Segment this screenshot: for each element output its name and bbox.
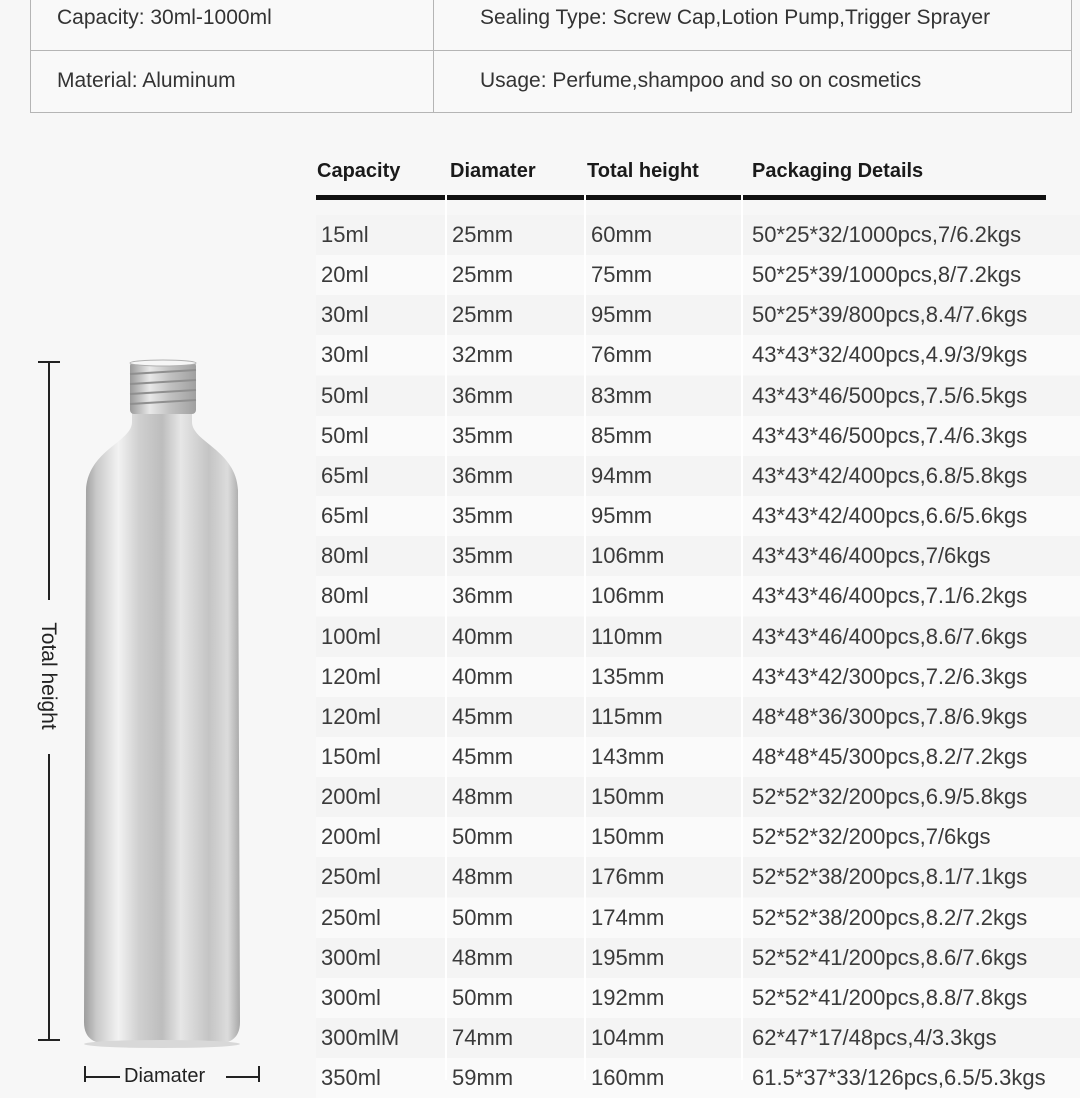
total-height-cell: 85mm (591, 422, 653, 448)
packaging-cell: 48*48*45/300pcs,8.2/7.2kgs (752, 743, 1028, 769)
capacity-cell: 250ml (321, 864, 381, 890)
table-row (316, 777, 1080, 817)
capacity-cell: 120ml (321, 703, 381, 729)
capacity-cell: 20ml (321, 262, 369, 288)
packaging-cell: 52*52*41/200pcs,8.8/7.8kgs (752, 984, 1028, 1010)
column-separator (741, 195, 743, 1080)
capacity-cell: 150ml (321, 743, 381, 769)
aluminum-bottle-image (70, 350, 270, 1050)
spec-material: Material: Aluminum (57, 69, 236, 92)
capacity-cell: 30ml (321, 302, 369, 328)
spec-divider (433, 0, 434, 112)
diameter-cell: 25mm (452, 262, 514, 288)
column-header-packaging-details: Packaging Details (752, 160, 924, 182)
packaging-cell: 52*52*41/200pcs,8.6/7.6kgs (752, 944, 1028, 970)
table-row (316, 576, 1080, 616)
total-height-cell: 174mm (591, 904, 665, 930)
table-row (316, 657, 1080, 697)
spec-capacity: Capacity: 30ml-1000ml (57, 6, 272, 29)
spec-sealing-type: Sealing Type: Screw Cap,Lotion Pump,Trigger Sprayer (480, 6, 991, 29)
diameter-cell: 36mm (452, 583, 514, 609)
diameter-cell: 48mm (452, 784, 514, 810)
packaging-cell: 52*52*32/200pcs,7/6kgs (752, 824, 991, 850)
table-row (316, 416, 1080, 456)
packaging-cell: 43*43*42/300pcs,7.2/6.3kgs (752, 663, 1028, 689)
packaging-cell: 43*43*46/400pcs,8.6/7.6kgs (752, 623, 1028, 649)
diameter-cell: 35mm (452, 422, 514, 448)
diameter-cell: 45mm (452, 703, 514, 729)
table-row (316, 898, 1080, 938)
packaging-cell: 43*43*46/400pcs,7/6kgs (752, 543, 991, 569)
table-row (316, 255, 1080, 295)
diameter-cell: 40mm (452, 623, 514, 649)
diameter-cell: 35mm (452, 543, 514, 569)
total-height-cell: 60mm (591, 222, 653, 247)
diameter-cell: 40mm (452, 663, 514, 689)
capacity-cell: 65ml (321, 503, 369, 529)
spec-usage: Usage: Perfume,shampoo and so on cosmetics (480, 69, 922, 92)
column-header-total-height: Total height (587, 160, 699, 182)
total-height-cell: 192mm (591, 984, 665, 1010)
capacity-cell: 65ml (321, 462, 369, 488)
diameter-cell: 25mm (452, 302, 514, 328)
table-row (316, 1058, 1080, 1098)
table-row (316, 295, 1080, 335)
capacity-cell: 250ml (321, 904, 381, 930)
table-row (316, 536, 1080, 576)
column-header-diameter: Diamater (450, 160, 536, 182)
table-row (316, 1018, 1080, 1058)
total-height-cell: 176mm (591, 864, 665, 890)
diameter-cell: 36mm (452, 462, 514, 488)
capacity-cell: 300ml (321, 984, 381, 1010)
total-height-cell: 104mm (591, 1025, 665, 1050)
total-height-cell: 76mm (591, 342, 653, 368)
packaging-cell: 50*25*32/1000pcs,7/6.2kgs (752, 222, 1022, 247)
diameter-cell: 45mm (452, 743, 514, 769)
capacity-cell: 80ml (321, 543, 369, 569)
total-height-cell: 106mm (591, 583, 665, 609)
diameter-cell: 32mm (452, 342, 514, 368)
packaging-cell: 50*25*39/800pcs,8.4/7.6kgs (752, 302, 1028, 328)
capacity-cell: 300mlM (321, 1025, 400, 1050)
packaging-cell: 50*25*39/1000pcs,8/7.2kgs (752, 262, 1022, 288)
capacity-cell: 50ml (321, 422, 369, 448)
diameter-cell: 74mm (452, 1025, 514, 1050)
packaging-cell: 61.5*37*33/126pcs,6.5/5.3kgs (752, 1065, 1046, 1091)
diameter-cell: 50mm (452, 904, 514, 930)
diameter-cell: 25mm (452, 222, 514, 247)
diameter-label: Diamater (124, 1065, 206, 1087)
table-row (316, 617, 1080, 657)
capacity-cell: 30ml (321, 342, 369, 368)
spec-row (31, 51, 1071, 111)
table-row (316, 215, 1080, 255)
header-rule (316, 195, 1046, 200)
capacity-cell: 350ml (321, 1065, 381, 1091)
total-height-cell: 195mm (591, 944, 665, 970)
packaging-cell: 43*43*46/500pcs,7.4/6.3kgs (752, 422, 1028, 448)
column-separator (445, 195, 447, 1080)
packaging-cell: 43*43*42/400pcs,6.6/5.6kgs (752, 503, 1028, 529)
packaging-cell: 52*52*38/200pcs,8.2/7.2kgs (752, 904, 1028, 930)
total-height-cell: 95mm (591, 503, 653, 529)
spec-table (30, 0, 1072, 113)
total-height-cell: 160mm (591, 1065, 665, 1091)
capacity-cell: 80ml (321, 583, 369, 609)
packaging-cell: 43*43*46/400pcs,7.1/6.2kgs (752, 583, 1028, 609)
packaging-cell: 62*47*17/48pcs,4/3.3kgs (752, 1025, 997, 1050)
column-header-capacity: Capacity (317, 160, 401, 182)
diameter-cell: 35mm (452, 503, 514, 529)
total-height-cell: 115mm (591, 703, 663, 729)
table-row (316, 857, 1080, 897)
column-separator (584, 195, 586, 1080)
table-row (316, 817, 1080, 857)
total-height-cell: 83mm (591, 382, 653, 408)
height-dimension-line (48, 754, 50, 1040)
packaging-cell: 52*52*32/200pcs,6.9/5.8kgs (752, 784, 1028, 810)
total-height-cell: 75mm (591, 262, 653, 288)
packaging-cell: 43*43*32/400pcs,4.9/3/9kgs (752, 342, 1028, 368)
packaging-cell: 48*48*36/300pcs,7.8/6.9kgs (752, 703, 1028, 729)
total-height-cell: 110mm (591, 623, 663, 649)
packaging-cell: 52*52*38/200pcs,8.1/7.1kgs (752, 864, 1028, 890)
packaging-cell: 43*43*46/500pcs,7.5/6.5kgs (752, 382, 1028, 408)
diameter-cell: 50mm (452, 984, 514, 1010)
table-row (316, 938, 1080, 978)
capacity-cell: 15ml (321, 222, 369, 247)
table-row (316, 335, 1080, 375)
total-height-cell: 143mm (591, 743, 665, 769)
capacity-cell: 50ml (321, 382, 369, 408)
total-height-cell: 95mm (591, 302, 653, 328)
spec-row (31, 0, 1071, 51)
capacity-cell: 200ml (321, 784, 381, 810)
height-bottom-tick (38, 1039, 60, 1041)
total-height-label: Total height (37, 622, 60, 730)
diameter-cell: 59mm (452, 1065, 514, 1091)
diameter-cell: 48mm (452, 864, 514, 890)
table-row (316, 496, 1080, 536)
table-row (316, 456, 1080, 496)
capacity-cell: 200ml (321, 824, 381, 850)
diameter-dimension-line (226, 1076, 258, 1078)
total-height-cell: 150mm (591, 824, 665, 850)
total-height-cell: 106mm (591, 543, 665, 569)
total-height-cell: 135mm (591, 663, 665, 689)
table-row (316, 737, 1080, 777)
table-row (316, 978, 1080, 1018)
total-height-cell: 94mm (591, 462, 653, 488)
diameter-cell: 36mm (452, 382, 514, 408)
total-height-cell: 150mm (591, 784, 665, 810)
packaging-cell: 43*43*42/400pcs,6.8/5.8kgs (752, 462, 1028, 488)
diameter-cell: 50mm (452, 824, 514, 850)
capacity-cell: 120ml (321, 663, 381, 689)
capacity-cell: 300ml (321, 944, 381, 970)
table-row (316, 376, 1080, 416)
capacity-cell: 100ml (321, 623, 381, 649)
diameter-cell: 48mm (452, 944, 514, 970)
table-row (316, 697, 1080, 737)
height-dimension-line (48, 362, 50, 600)
diameter-dimension-line (86, 1076, 120, 1078)
